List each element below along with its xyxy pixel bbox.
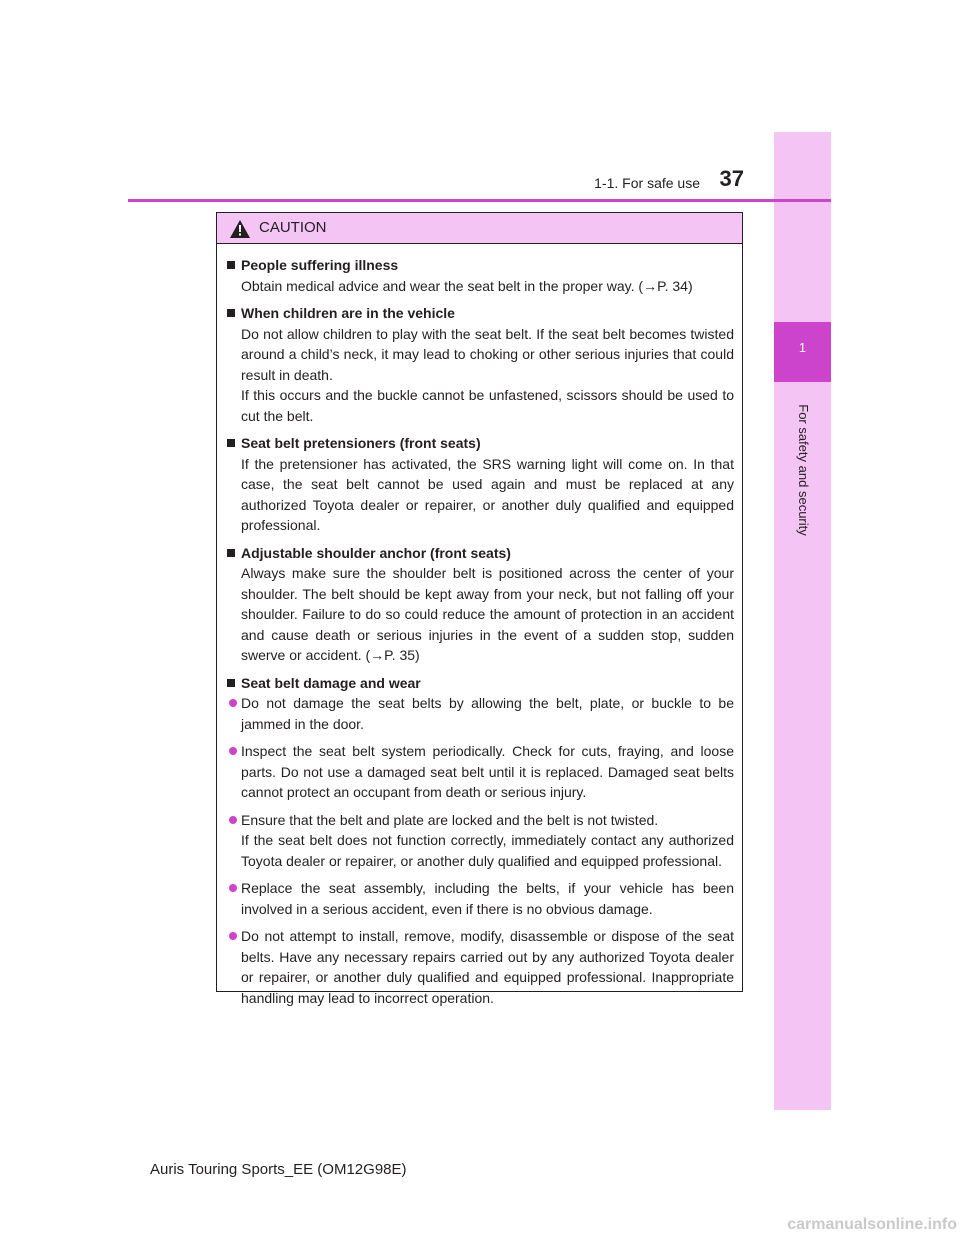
section-text: Always make sure the shoulder belt is positioned across the center of your shoulder. The belt should be kept away from your neck, but not falling off your shoulder. Failure to do so could reduce the amount of protection in an accident and cause death or serious injuries in the event of a sudden stop, sudden swerve or accident. (→P. 35)	[241, 565, 734, 663]
square-bullet-icon	[227, 439, 235, 447]
round-bullet-icon	[229, 747, 237, 755]
section-text: If the pretensioner has activated, the SRS warning light will come on. In that case, the seat belt cannot be used again and must be replaced at any authorized Toyota dealer or repairer, or another duly qualified and equipped professional.	[241, 455, 734, 533]
section-illness	[227, 255, 734, 296]
chapter-number-tab[interactable]	[774, 322, 831, 382]
chapter-number: 1	[798, 340, 807, 355]
warning-triangle-icon	[230, 220, 250, 238]
section-title: When children are in the vehicle	[227, 303, 734, 324]
list-item: Inspect the seat belt system periodically. Check for cuts, fraying, and loose parts. Do not use a damaged seat belt until it is replaced. Damaged seat belts cannot protect an occupant from death or serious injury.	[227, 741, 734, 803]
caution-box	[216, 212, 743, 1006]
section-children	[227, 303, 734, 426]
chapter-title: For safety and security	[796, 404, 811, 536]
round-bullet-icon	[229, 699, 237, 707]
section-text: Obtain medical advice and wear the seat belt in the proper way. (→P. 34)	[241, 277, 693, 294]
header-divider	[128, 199, 831, 202]
round-bullet-icon	[229, 816, 237, 824]
list-item: Do not damage the seat belts by allowing the belt, plate, or buckle to be jammed in the door.	[227, 693, 734, 734]
section-anchor	[227, 543, 734, 666]
section-title: Seat belt pretensioners (front seats)	[227, 433, 734, 454]
section-pretensioners	[227, 433, 734, 536]
square-bullet-icon	[227, 309, 235, 317]
caution-body	[217, 244, 742, 1008]
footer-model-code: Auris Touring Sports_EE (OM12G98E)	[150, 1161, 407, 1178]
section-title: Seat belt damage and wear	[227, 673, 734, 694]
chapter-side-tab	[774, 132, 831, 1110]
section-text: Do not allow children to play with the seat belt. If the seat belt becomes twisted around a child’s neck, it may lead to choking or other serious injuries that could result in death. If this occurs and the buckle cannot be unfastened, scissors should be used to cut the belt.	[241, 325, 734, 424]
square-bullet-icon	[227, 549, 235, 557]
round-bullet-icon	[229, 932, 237, 940]
section-damage	[227, 673, 734, 1009]
section-heading: 1-1. For safe use	[594, 175, 700, 191]
watermark: carmanualsonline.info	[787, 1216, 957, 1233]
square-bullet-icon	[227, 261, 235, 269]
list-item: Replace the seat assembly, including the belts, if your vehicle has been involved in a serious accident, even if there is no obvious damage.	[227, 878, 734, 919]
section-title: People suffering illness	[227, 255, 734, 276]
list-item: Ensure that the belt and plate are locked and the belt is not twisted. If the seat belt does not function correctly, immediately contact any authorized Toyota dealer or repairer, or another duly qualified and equipped professional.	[227, 810, 734, 872]
caution-header	[217, 213, 742, 244]
square-bullet-icon	[227, 679, 235, 687]
round-bullet-icon	[229, 884, 237, 892]
caution-label: CAUTION	[259, 219, 327, 236]
list-item: Do not attempt to install, remove, modify, disassemble or dispose of the seat belts. Have any necessary repairs carried out by any authorized Toyota dealer or repairer, or another duly qualified and equipped professional. Inappropriate handling may lead to incorrect operation.	[227, 926, 734, 1008]
page-number: 37	[719, 166, 744, 191]
section-title: Adjustable shoulder anchor (front seats)	[227, 543, 734, 564]
